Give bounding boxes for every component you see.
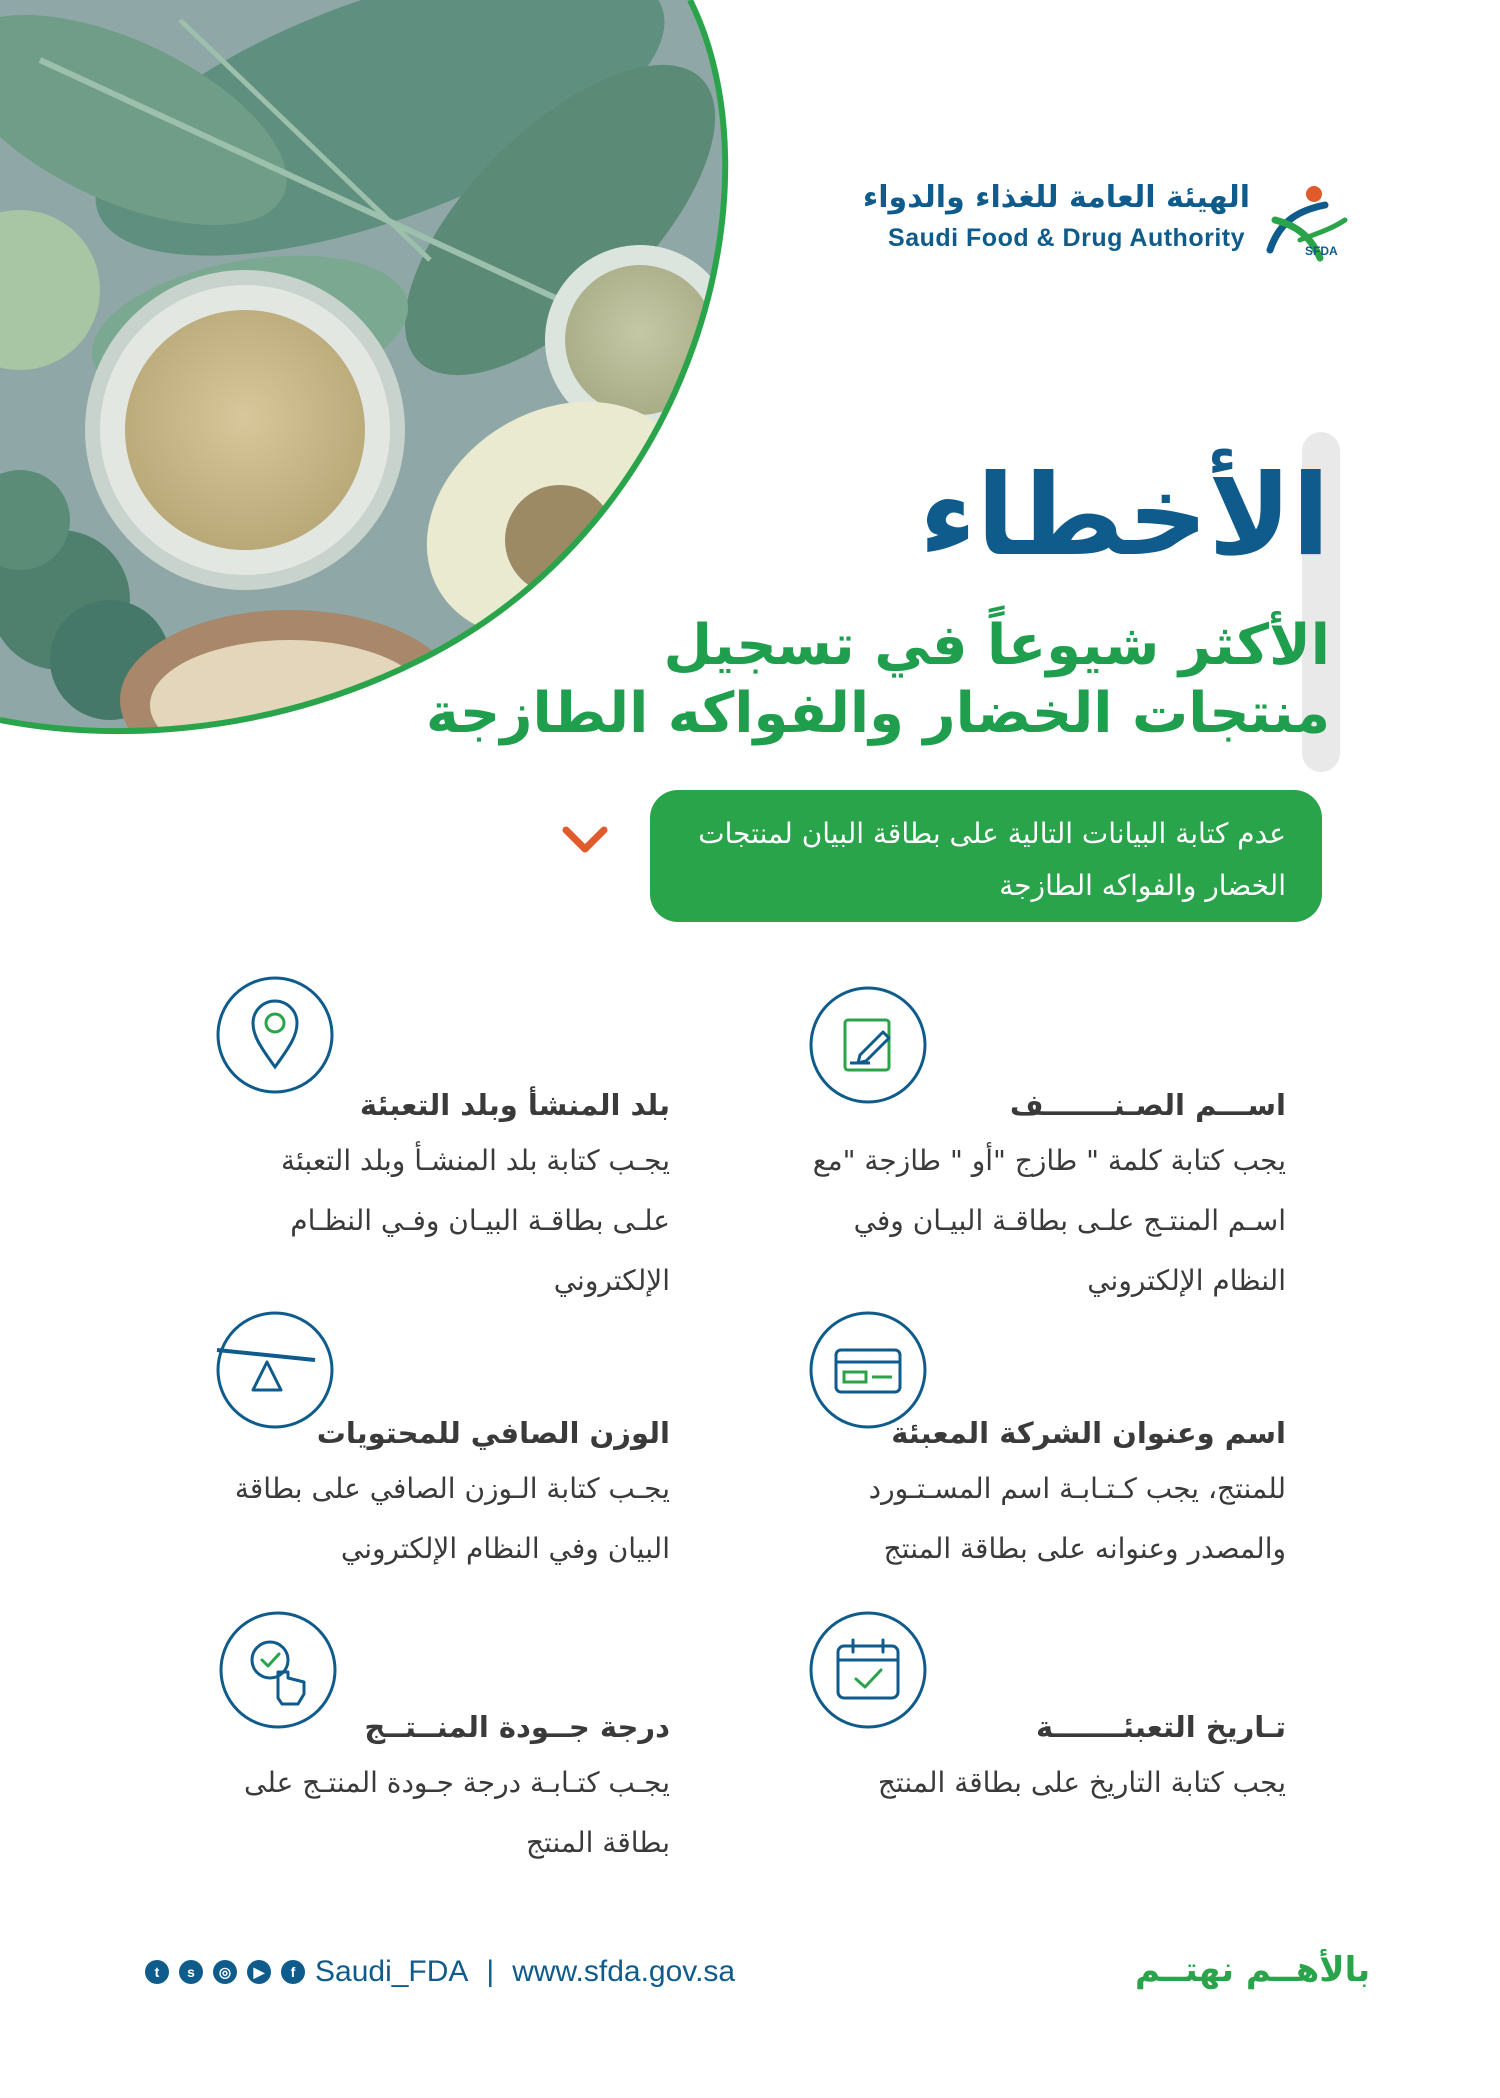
item-origin-country [200,1085,670,1311]
twitter-icon[interactable]: t [145,1960,169,1984]
item-description [800,1131,1286,1311]
item-desc-line: للمنتج، يجب كـتـابـة اسم المسـتـورد [868,1472,1286,1505]
logo-english-text: Saudi Food & Drug Authority [888,224,1245,252]
item-desc-line: يجـب كتابة الـوزن الصافي على بطاقة [234,1472,670,1505]
item-packing-date [800,1707,1286,1813]
item-title: درجة جــودة المنــتــج [364,1710,670,1744]
instagram-icon[interactable]: ◎ [213,1960,237,1984]
website-link[interactable]: www.sfda.gov.sa [512,1955,736,1988]
item-quality-grade [200,1707,670,1873]
item-description [200,1459,670,1579]
subtitle-line-1: الأكثر شيوعاً في تسجيل [663,613,1330,678]
item-desc-line: علـى بطاقـة البيـان وفـي النظـام [290,1204,670,1237]
item-desc-line: بطاقة المنتج [525,1826,670,1859]
location-pin-icon [215,975,335,1095]
item-net-weight [200,1413,670,1579]
logo-mark-text: SFDA [1305,244,1338,258]
item-desc-line: الإلكتروني [553,1264,670,1297]
intro-banner [650,790,1322,922]
item-description [800,1753,1286,1813]
item-desc-line: يجب كتابة كلمة " طازج "أو " طازجة "مع [812,1144,1286,1177]
item-desc-line: يجب كتابة التاريخ على بطاقة المنتج [877,1766,1286,1799]
item-desc-line: النظام الإلكتروني [1087,1264,1286,1297]
card-icon [808,1310,928,1430]
page-title: الأخطاء [919,451,1330,581]
social-handle[interactable]: Saudi_FDA [315,1955,469,1988]
item-description [200,1753,670,1873]
item-desc-line: البيان وفي النظام الإلكتروني [340,1532,670,1565]
subtitle-line-2: منتجات الخضار والفواكه الطازجة [425,681,1330,747]
footer-contacts [145,1955,735,1989]
item-packing-company [800,1413,1286,1579]
item-product-name [800,1085,1286,1311]
intro-line-2: الخضار والفواكه الطازجة [999,869,1286,902]
logo-arabic-text: الهيئة العامة للغذاء والدواء [862,180,1250,215]
item-title: اســـم الصـنـــــــف [1009,1088,1286,1122]
item-desc-line: اسـم المنتـج علـى بطاقـة البيـان وفي [853,1204,1286,1237]
item-title: اسم وعنوان الشركة المعبئة [891,1416,1286,1450]
item-title: بلد المنشأ وبلد التعبئة [359,1088,670,1122]
item-desc-line: يجـب كتـابـة درجة جـودة المنتـج على [243,1766,670,1799]
footer-slogan: بالأهــم نهتــم [1135,1950,1371,1990]
sfda-mark-icon [1250,180,1350,270]
youtube-icon[interactable]: ▶ [247,1960,271,1984]
intro-line-1: عدم كتابة البيانات التالية على بطاقة البيان لمنتجات [698,817,1286,850]
item-description [200,1131,670,1311]
chevron-down-icon [560,822,610,858]
page-subtitle [426,612,1330,749]
item-title: الوزن الصافي للمحتويات [316,1416,670,1450]
item-desc-line: والمصدر وعنوانه على بطاقة المنتج [883,1532,1286,1565]
snapchat-icon[interactable]: s [179,1960,203,1984]
sfda-logo [862,180,1350,270]
scale-icon [215,1310,335,1430]
item-desc-line: يجـب كتابة بلد المنشـأ وبلد التعبئة [280,1144,670,1177]
item-title: تـاريخ التعبئـــــــة [1036,1710,1286,1744]
footer-separator: | [486,1955,495,1988]
item-description [800,1459,1286,1579]
facebook-icon[interactable]: f [281,1960,305,1984]
